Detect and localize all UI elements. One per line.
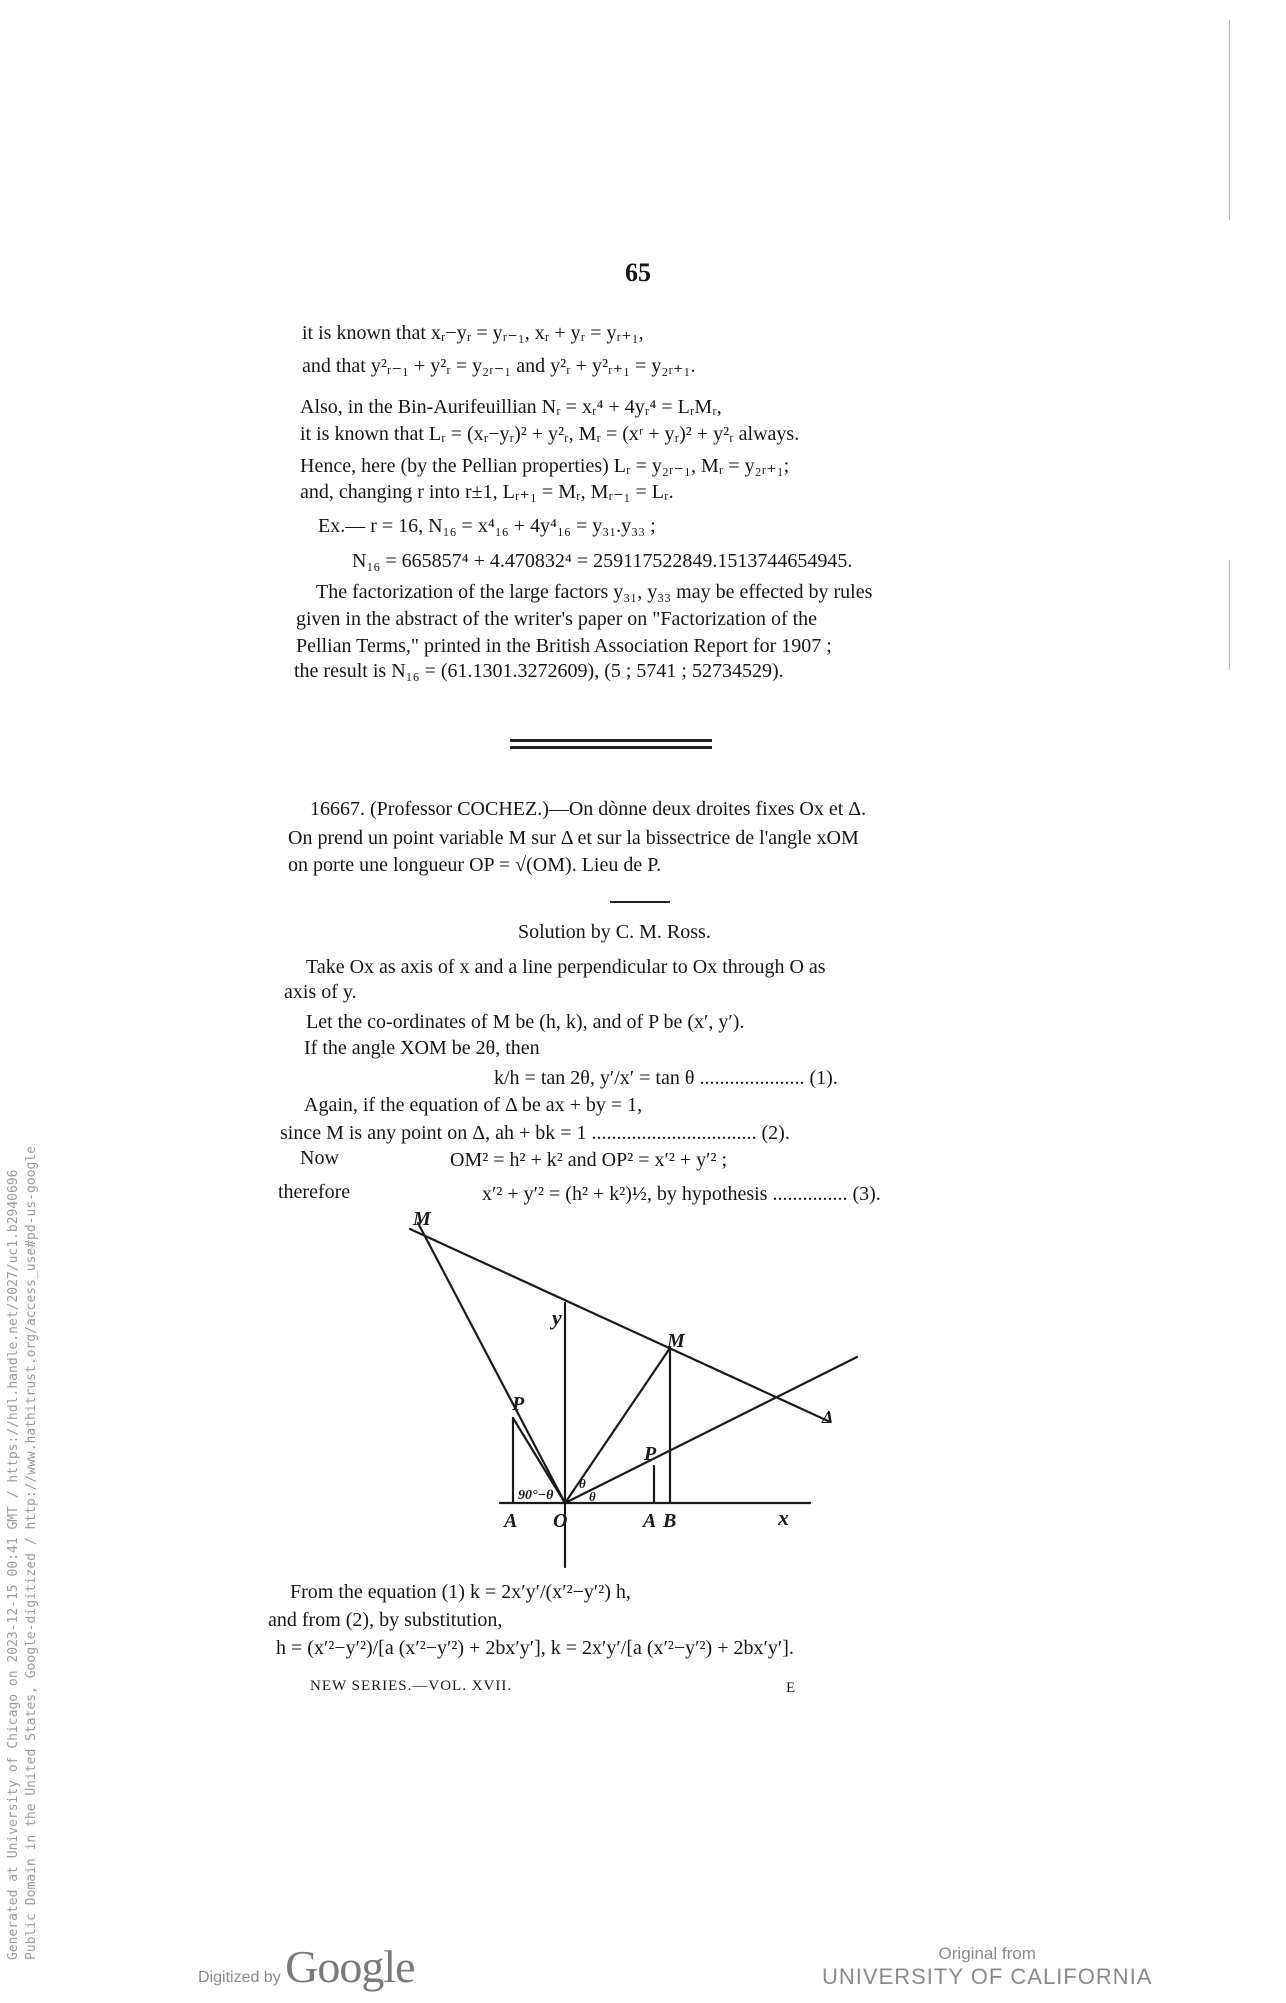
problem-line: 16667. (Professor COCHEZ.)—On dònne deux droites fixes Ox et Δ.	[310, 798, 867, 820]
original-from-text: Original from	[938, 1944, 1036, 1963]
label-angle-90-theta: 90°−θ	[518, 1488, 554, 1503]
label-m-left: M	[413, 1208, 431, 1230]
sidebar-line-generated: Generated at University of Chicago on 2023-12-15 00:41 GMT / https://hdl.handle.net/2027/uc1.b2940696	[6, 1169, 21, 1960]
label-o: O	[553, 1510, 568, 1532]
solution-line: If the angle XOM be 2θ, then	[304, 1037, 540, 1059]
label-p-right: P	[644, 1443, 657, 1465]
equation-3: x′² + y′² = (h² + k²)½, by hypothesis ............... (3).	[482, 1183, 881, 1205]
equation-2: since M is any point on Δ, ah + bk = 1 ................................. (2).	[280, 1122, 790, 1144]
solution-line: Now	[300, 1147, 339, 1169]
series-footer: NEW SERIES.—VOL. XVII.	[310, 1678, 513, 1694]
university-name: UNIVERSITY OF CALIFORNIA	[822, 1964, 1153, 1989]
digitized-by-google	[198, 1940, 415, 1993]
solution-line: axis of y.	[284, 981, 357, 1003]
text-line: it is known that xᵣ−yᵣ = yᵣ₋₁, xᵣ + yᵣ = yᵣ₊₁,	[302, 322, 644, 344]
original-from-block	[822, 1944, 1152, 1990]
text-line: and, changing r into r±1, Lᵣ₊₁ = Mᵣ, Mᵣ₋₁ = Lᵣ.	[300, 481, 674, 503]
label-a-right: A	[643, 1510, 657, 1532]
text-line: Pellian Terms," printed in the British Association Report for 1907 ;	[296, 635, 832, 657]
scan-edge-mid	[1229, 560, 1230, 670]
label-y: y	[552, 1305, 562, 1330]
access-sidebar	[0, 960, 44, 1970]
solution-heading: Solution by C. M. Ross.	[518, 921, 711, 943]
sidebar-line-public-domain: Public Domain in the United States, Google-digitized / http://www.hathitrust.org/access_use#pd-us-google	[24, 1146, 39, 1960]
solution-line: Let the co-ordinates of M be (h, k), and of P be (x′, y′).	[306, 1011, 745, 1033]
digitized-by-text: Digitized by	[198, 1969, 281, 1986]
label-x: x	[778, 1505, 789, 1530]
text-line: the result is N₁₆ = (61.1301.3272609), (5 ; 5741 ; 52734529).	[294, 660, 784, 682]
page-number: 65	[625, 258, 651, 287]
problem-line: on porte une longueur OP = √(OM). Lieu de P.	[288, 854, 662, 876]
label-b: B	[663, 1510, 677, 1532]
text-line: Also, in the Bin-Aurifeuillian Nᵣ = xᵣ⁴ + 4yᵣ⁴ = LᵣMᵣ,	[300, 396, 722, 418]
example-line: Ex.— r = 16, N₁₆ = x⁴₁₆ + 4y⁴₁₆ = y₃₁.y₃₃ ;	[318, 515, 656, 537]
solution-line: and from (2), by substitution,	[268, 1609, 503, 1631]
solution-line: OM² = h² + k² and OP² = x′² + y′² ;	[450, 1149, 728, 1171]
label-a-left: A	[504, 1510, 518, 1532]
scan-edge-top	[1229, 20, 1230, 220]
label-theta-lower: θ	[589, 1489, 596, 1504]
section-rule	[510, 739, 712, 742]
short-rule	[610, 901, 670, 903]
label-m-right: M	[667, 1330, 685, 1352]
signature-mark: E	[786, 1680, 796, 1696]
text-line: and that y²ᵣ₋₁ + y²ᵣ = y₂ᵣ₋₁ and y²ᵣ + y²ᵣ₊₁ = y₂ᵣ₊₁.	[302, 355, 696, 377]
label-theta-upper: θ	[579, 1476, 586, 1491]
solution-line: Again, if the equation of Δ be ax + by = 1,	[304, 1094, 643, 1116]
equation-substitution: h = (x′²−y′²)/[a (x′²−y′²) + 2bx′y′], k = 2x′y′/[a (x′²−y′²) + 2bx′y′].	[276, 1637, 794, 1659]
text-line: it is known that Lᵣ = (xᵣ−yᵣ)² + y²ᵣ, Mᵣ = (xʳ + yᵣ)² + y²ᵣ always.	[300, 423, 800, 445]
equation-1: k/h = tan 2θ, y′/x′ = tan θ ..................... (1).	[494, 1067, 838, 1089]
label-p-left: P	[512, 1393, 525, 1415]
solution-line: From the equation (1) k = 2x′y′/(x′²−y′²) h,	[290, 1581, 631, 1603]
text-line: given in the abstract of the writer's paper on "Factorization of the	[296, 608, 818, 630]
text-line: The factorization of the large factors y₃₁, y₃₃ may be effected by rules	[316, 581, 873, 603]
line-om-left	[418, 1223, 565, 1503]
problem-line: On prend un point variable M sur Δ et sur la bissectrice de l'angle xOM	[288, 827, 859, 849]
geometry-figure	[380, 1205, 920, 1575]
solution-line: therefore	[278, 1181, 351, 1203]
section-rule	[510, 746, 712, 749]
solution-line: Take Ox as axis of x and a line perpendicular to Ox through O as	[306, 956, 826, 978]
label-delta: Δ	[822, 1407, 834, 1427]
bisector-line	[565, 1357, 857, 1503]
text-line: Hence, here (by the Pellian properties) Lᵣ = y₂ᵣ₋₁, Mᵣ = y₂ᵣ₊₁;	[300, 455, 790, 477]
google-logo: Google	[285, 1941, 415, 1992]
equation-line: N₁₆ = 665857⁴ + 4.470832⁴ = 259117522849.1513744654945.	[352, 550, 853, 572]
